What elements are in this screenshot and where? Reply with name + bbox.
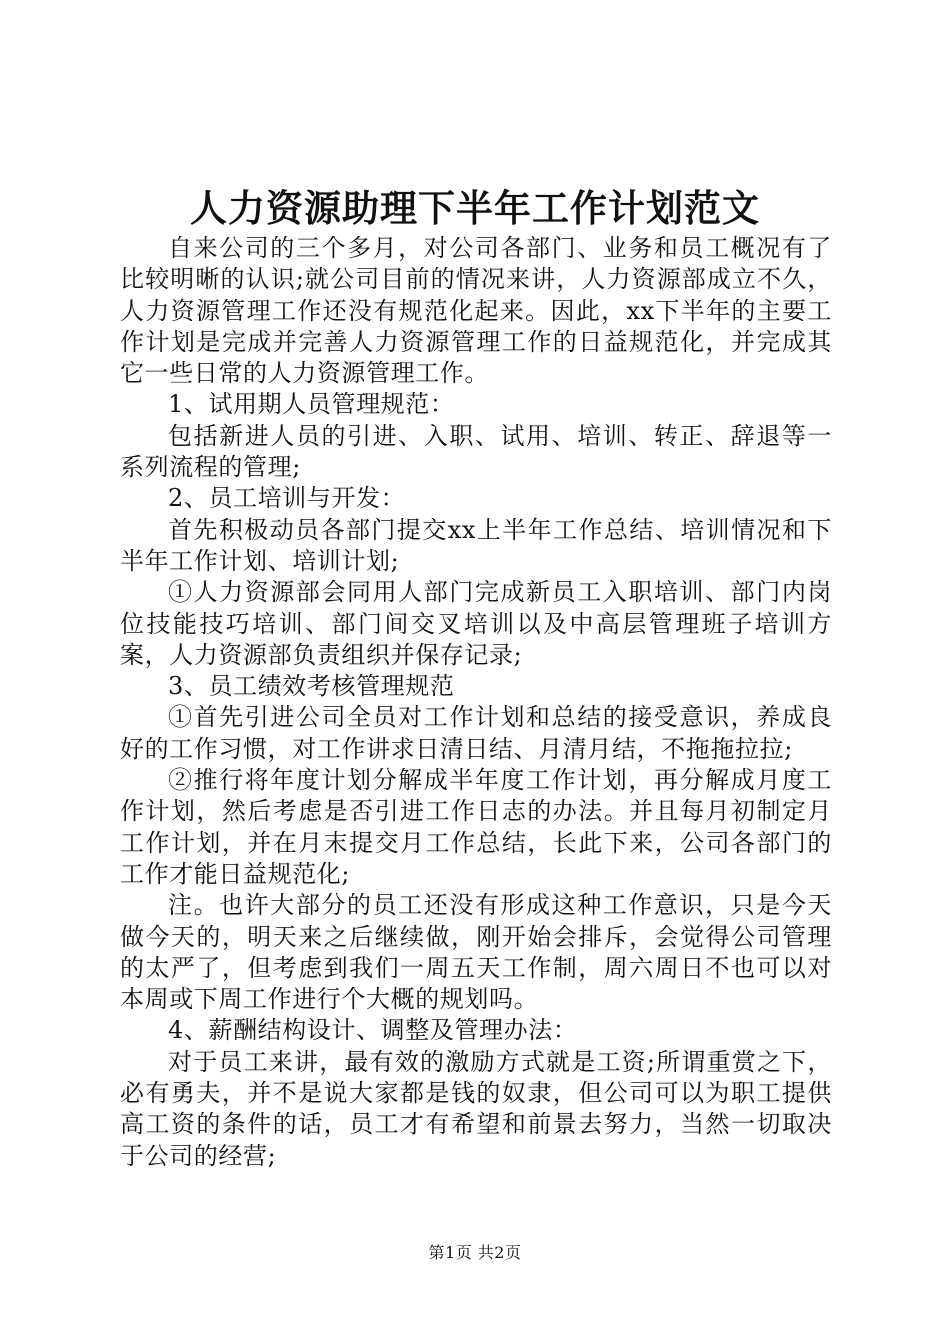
paragraph-performance-2: ②推行将年度计划分解成半年度工作计划，再分解成月度工作计划，然后考虑是否引进工作日志的办法。并且每月初制定月工作计划，并在月末提交月工作总结，长此下来，公司各部门的工作才能日益规范化;	[120, 766, 832, 888]
paragraph-note: 注。也许大部分的员工还没有形成这种工作意识，只是今天做今天的，明天来之后继续做，刚开始会排斥，会觉得公司管理的太严了，但考虑到我们一周五天工作制，周六周日不也可以对本周或下周工作进行个大概的规划吗。	[120, 891, 832, 1014]
document-title: 人力资源助理下半年工作计划范文	[190, 186, 760, 230]
paragraph-training-plan: ①人力资源部会同用人部门完成新员工入职培训、部门内岗位技能技巧培训、部门间交叉培训以及中高层管理班子培训方案，人力资源部负责组织并保存记录;	[120, 578, 832, 669]
heading-performance: 3、员工绩效考核管理规范	[168, 672, 455, 701]
document-body	[120, 233, 832, 1172]
paragraph-intro: 自来公司的三个多月，对公司各部门、业务和员工概况有了比较明晰的认识;就公司目前的情况来讲，人力资源部成立不久，人力资源管理工作还没有规范化起来。因此，xx下半年的主要工作计划是完成并完善人力资源管理工作的日益规范化，并完成其它一些日常的人力资源管理工作。	[120, 234, 832, 388]
page-indicator: 第1页 共2页	[428, 1243, 522, 1262]
paragraph-training-summary: 首先积极动员各部门提交xx上半年工作总结、培训情况和下半年工作计划、培训计划;	[120, 515, 832, 575]
heading-compensation: 4、薪酬结构设计、调整及管理办法：	[168, 1016, 578, 1045]
heading-probation: 1、试用期人员管理规范：	[168, 390, 455, 419]
paragraph-compensation: 对于员工来讲，最有效的激励方式就是工资;所谓重赏之下，必有勇夫，并不是说大家都是钱的奴隶，但公司可以为职工提供高工资的条件的话，员工才有希望和前景去努力，当然一切取决于公司的经营;	[120, 1047, 832, 1170]
heading-training: 2、员工培训与开发：	[168, 484, 406, 513]
paragraph-probation: 包括新进人员的引进、入职、试用、培训、转正、辞退等一系列流程的管理;	[120, 421, 832, 482]
paragraph-performance-1: ①首先引进公司全员对工作计划和总结的接受意识，养成良好的工作习惯，对工作讲求日清日结、月清月结，不拖拖拉拉;	[120, 703, 832, 763]
